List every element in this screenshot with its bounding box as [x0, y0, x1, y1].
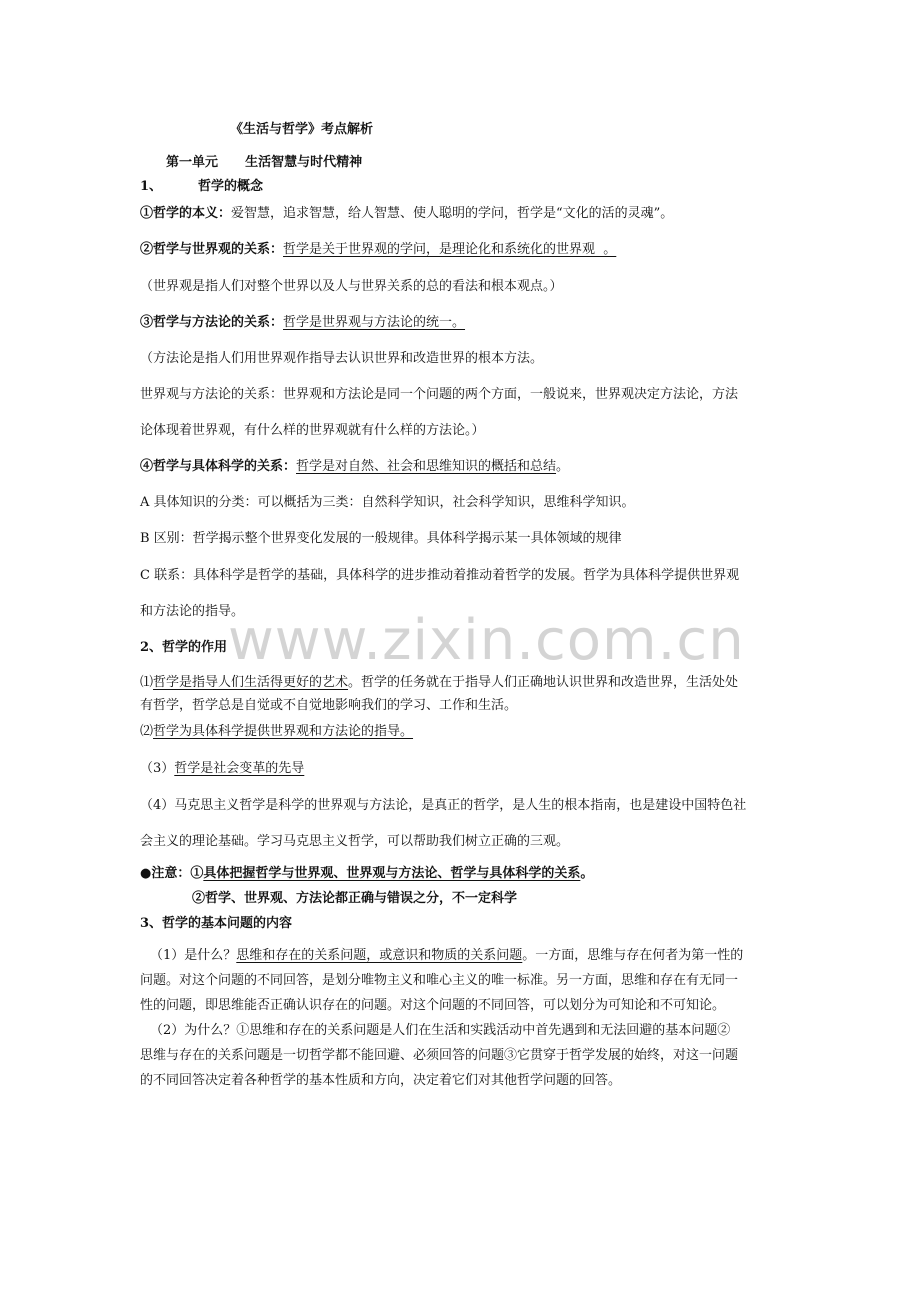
paragraph-difference: B 区别：哲学揭示整个世界变化发展的一般规律。具体科学揭示某一具体领域的规律 [140, 531, 622, 546]
underlined-text: 哲学为具体科学提供世界观和方法论的指导。 [153, 724, 414, 739]
section-3-heading: 3、哲学的基本问题的内容 [140, 916, 293, 931]
question-prefix: （1）是什么？ [150, 948, 237, 963]
question-1-line1 [150, 947, 800, 965]
role-number: （3） [140, 761, 175, 776]
section-1-title: 哲学的概念 [198, 179, 264, 194]
paragraph-worldview-definition: （世界观是指人们对整个世界以及人与世界关系的总的看法和根本观点。） [140, 279, 563, 294]
underlined-text: 哲学是社会变革的先导 [174, 761, 305, 776]
question-2-line1: （2）为什么？①思维和存在的关系问题是人们在生活和实践活动中首先遇到和无法回避的基本问题② [150, 1023, 731, 1038]
role-number: ⑴ [140, 675, 154, 690]
paragraph-worldview-methodology-line1: 世界观与方法论的关系：世界观和方法论是同一个问题的两个方面，一般说来，世界观决定方法论，方法 [140, 387, 739, 402]
question-1-line2: 问题。对这个问题的不同回答，是划分唯物主义和唯心主义的唯一标准。另一方面，思维和存在有无同一 [140, 973, 739, 988]
underlined-text: 哲学是指导人们生活得更好的艺术 [153, 675, 349, 690]
note-2: ②哲学、世界观、方法论都正确与错误之分，不一定科学 [192, 891, 518, 906]
label: ②哲学与世界观的关系： [140, 242, 284, 257]
paragraph-science-relation [140, 458, 790, 476]
paragraph-original-meaning [140, 205, 790, 223]
label: ①哲学的本义： [140, 206, 232, 221]
text: 。哲学的任务就在于指导人们正确地认识世界和改造世界，生活处处 [348, 675, 739, 690]
section-2-heading: 2、哲学的作用 [140, 640, 228, 655]
section-1-number: 1、 [140, 179, 163, 194]
note-1 [140, 865, 790, 883]
doc-title: 《生活与哲学》考点解析 [230, 122, 374, 137]
section-1-heading [140, 178, 790, 196]
text: 。一方面，思维与存在何者为第一性的 [522, 948, 744, 963]
label: ③哲学与方法论的关系： [140, 315, 284, 330]
note-prefix: ●注意：① [140, 866, 204, 881]
paragraph-connection-line2: 和方法论的指导。 [140, 604, 245, 619]
role-2 [140, 723, 790, 741]
underlined-text: 思维和存在的关系问题，或意识和物质的关系问题 [236, 948, 523, 963]
question-2-line3: 的不同回答决定着各种哲学的基本性质和方向，决定着它们对其他哲学问题的回答。 [140, 1073, 622, 1088]
underlined-text: 具体把握哲学与世界观、世界观与方法论、哲学与具体科学的关系 [203, 866, 581, 881]
paragraph-methodology-relation [140, 314, 790, 332]
question-1-line3: 性的问题，即思维能否正确认识存在的问题。对这个问题的不同回答，可以划分为可知论和不可知论。 [140, 998, 726, 1013]
paragraph-worldview-relation [140, 241, 790, 259]
paragraph-worldview-methodology-line2: 论体现着世界观，有什么样的世界观就有什么样的方法论。） [140, 423, 485, 438]
underlined-text: 哲学是世界观与方法论的统一。 [283, 315, 466, 330]
paragraph-connection-line1: C 联系：具体科学是哲学的基础，具体科学的进步推动着推动着哲学的发展。哲学为具体科学提供世界观 [140, 568, 740, 583]
role-4-line1: （4）马克思主义哲学是科学的世界观与方法论，是真正的哲学，是人生的根本指南，也是建设中国特色社 [140, 798, 747, 813]
unit-heading: 第一单元 生活智慧与时代精神 [166, 155, 363, 170]
paragraph-knowledge-categories: A 具体知识的分类：可以概括为三类：自然科学知识，社会科学知识，思维科学知识。 [140, 495, 635, 510]
role-3 [140, 760, 790, 778]
end-mark: 。 [556, 459, 570, 474]
underlined-text: 哲学是关于世界观的学问，是理论化和系统化的世界观 。 [283, 242, 617, 257]
role-number: ⑵ [140, 724, 154, 739]
role-4-line2: 会主义的理论基础。学习马克思主义哲学，可以帮助我们树立正确的三观。 [140, 834, 570, 849]
paragraph-methodology-definition: （方法论是指人们用世界观作指导去认识世界和改造世界的根本方法。 [140, 351, 544, 366]
role-1-line2: 有哲学，哲学总是自觉或不自觉地影响我们的学习、工作和生活。 [140, 698, 518, 713]
role-1-line1 [140, 674, 790, 692]
end-mark: 。 [580, 866, 594, 881]
label: ④哲学与具体科学的关系： [140, 459, 297, 474]
text: 爱智慧，追求智慧，给人智慧、使人聪明的学问，哲学是“文化的活的灵魂”。 [231, 206, 674, 221]
watermark: www.zixin.com.cn [228, 608, 745, 673]
underlined-text: 哲学是对自然、社会和思维知识的概括和总结 [296, 459, 557, 474]
question-2-line2: 思维与存在的关系问题是一切哲学都不能回避、必须回答的问题③它贯穿于哲学发展的始终，对这一问题 [140, 1048, 739, 1063]
